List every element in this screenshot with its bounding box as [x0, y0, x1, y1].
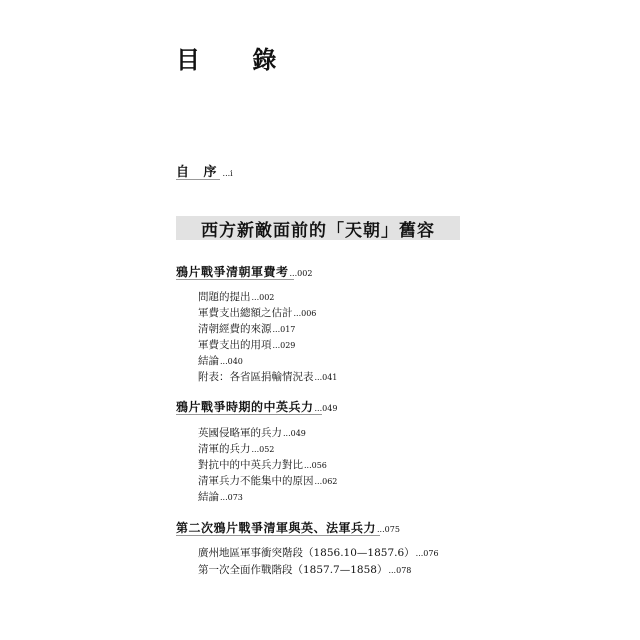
page-title: 目 錄: [176, 45, 299, 74]
chapter-heading[interactable]: [176, 517, 400, 536]
section-entry[interactable]: [198, 426, 306, 441]
section-page-number: ...049: [283, 429, 306, 438]
section-title: 問題的提出: [198, 291, 251, 303]
section-page-number: ...017: [272, 325, 296, 334]
section-entry[interactable]: [198, 546, 439, 561]
section-page-number: ...056: [304, 461, 327, 470]
section-entry[interactable]: [198, 354, 243, 369]
section-page-number: ...040: [220, 357, 243, 366]
chapter-page-number: ...002: [289, 269, 313, 278]
section-entry[interactable]: [198, 322, 295, 337]
section-entry[interactable]: [198, 306, 316, 321]
chapter-title: 鴉片戰爭清朝軍費考: [176, 265, 289, 279]
chapter-page-number: ...049: [314, 404, 338, 413]
section-entry[interactable]: [198, 490, 243, 505]
section-title: 廣州地區軍事衝突階段（1856.10—1857.6）: [198, 547, 415, 559]
section-title: 清朝經費的來源: [198, 323, 272, 335]
section-page-number: ...078: [388, 566, 412, 575]
section-title: 對抗中的中英兵力對比: [198, 459, 303, 471]
section-page-number: ...002: [251, 293, 275, 302]
chapter-title: 第二次鴉片戰爭清軍與英、法軍兵力: [176, 521, 377, 535]
preface-entry[interactable]: [176, 161, 233, 180]
section-entry[interactable]: [198, 458, 327, 473]
preface-label: 自 序: [176, 165, 222, 180]
part-title: 西方新敵面前的「天朝」舊容: [201, 220, 435, 241]
section-title: 軍費支出總額之估計: [198, 307, 293, 319]
section-page-number: ...029: [272, 341, 296, 350]
section-entry[interactable]: [198, 338, 295, 353]
section-page-number: ...006: [293, 309, 317, 318]
preface-page-number: ...i: [222, 169, 233, 178]
section-page-number: ...073: [220, 493, 243, 502]
section-page-number: ...062: [314, 477, 338, 486]
section-title: 附表：各省區捐輸情況表: [198, 371, 314, 383]
section-title: 英國侵略軍的兵力: [198, 427, 282, 439]
section-title: 第一次全面作戰階段（1857.7—1858）: [198, 564, 388, 576]
section-title: 軍費支出的用項: [198, 339, 272, 351]
section-title: 結論: [198, 355, 219, 367]
section-entry[interactable]: [198, 290, 274, 305]
section-entry[interactable]: [198, 370, 337, 385]
section-entry[interactable]: [198, 442, 274, 457]
chapter-page-number: ...075: [377, 525, 400, 534]
section-page-number: ...041: [314, 373, 338, 382]
section-entry[interactable]: [198, 474, 337, 489]
chapter-heading[interactable]: [176, 261, 313, 280]
part-banner: [176, 216, 460, 240]
chapter-heading[interactable]: [176, 396, 338, 415]
section-page-number: ...052: [251, 445, 275, 454]
section-page-number: ...076: [415, 549, 439, 558]
section-entry[interactable]: [198, 563, 411, 578]
section-title: 結論: [198, 491, 219, 503]
section-title: 清軍兵力不能集中的原因: [198, 475, 314, 487]
chapter-title: 鴉片戰爭時期的中英兵力: [176, 400, 314, 414]
section-title: 清軍的兵力: [198, 443, 251, 455]
